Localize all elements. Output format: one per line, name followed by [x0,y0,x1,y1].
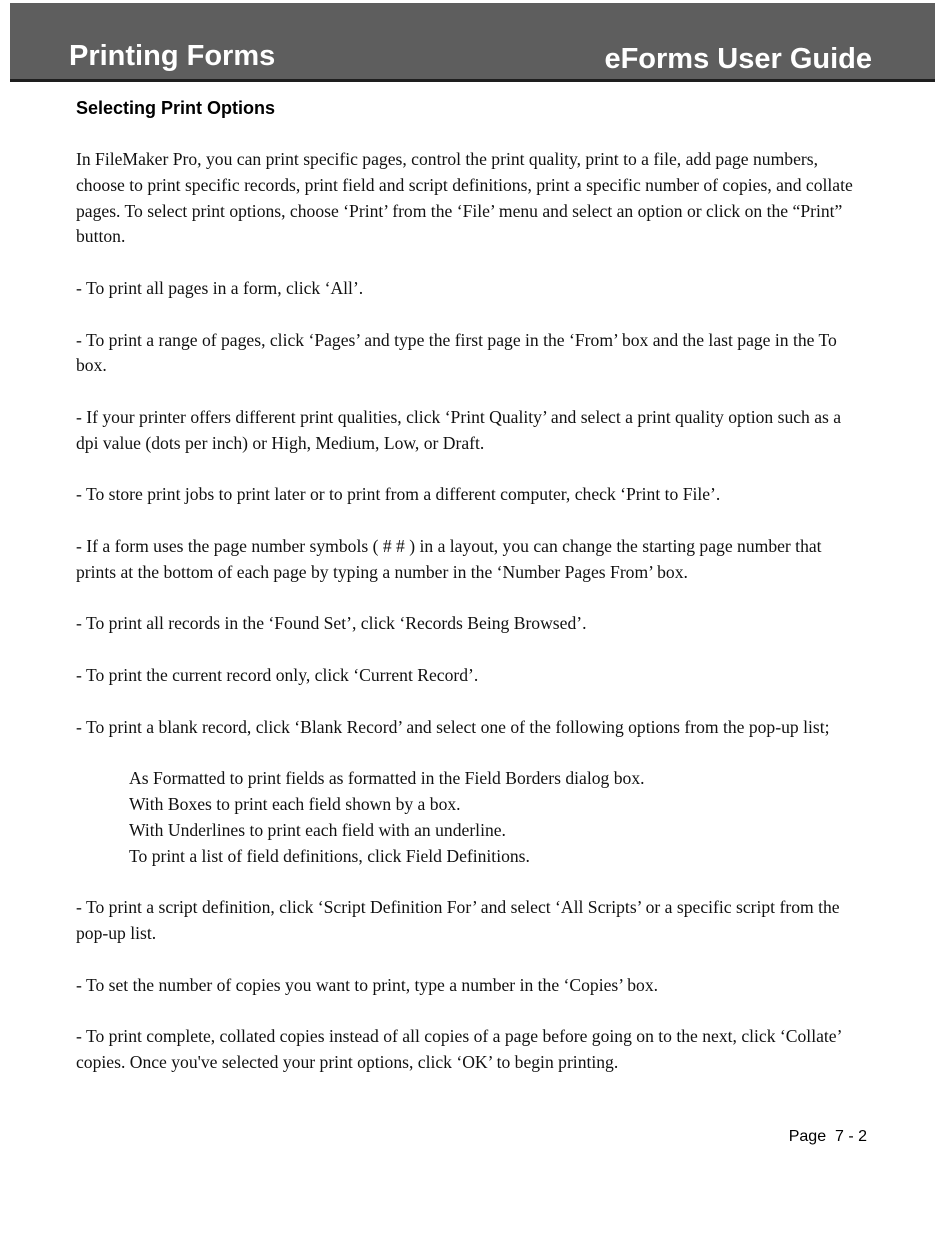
guide-title: eForms User Guide [604,43,872,75]
paragraph-print-to-file: - To store print jobs to print later or to print from a different computer, check ‘Print to File’. [76,484,721,505]
document-body [76,147,866,1101]
option-item: As Formatted to print fields as formatted in the Field Borders dialog box. [129,768,645,789]
header-rule [10,79,935,82]
option-item: With Boxes to print each field shown by a box. [129,793,461,814]
paragraph-copies: - To set the number of copies you want to print, type a number in the ‘Copies’ box. [76,974,659,995]
option-item: To print a list of field definitions, click Field Definitions. [129,845,530,866]
option-item: With Underlines to print each field with an underline. [129,819,506,840]
page-number: Page 7 - 2 [788,1128,867,1145]
intro-paragraph: In FileMaker Pro, you can print specific pages, control the print quality, print to a file, add page numbers, choose to print specific records, print field and script definitions, print a specific number of copies, and collate pages. To select print options, choose ‘Print’ from the ‘File’ menu and select an option or click on the “Print” button. [76,149,853,247]
paragraph-collate: - To print complete, collated copies instead of all copies of a page before going on to the next, click ‘Collate’ copies. Once you've selected your print options, click ‘OK’ to begin printing. [76,1026,842,1072]
paragraph-blank-record: - To print a blank record, click ‘Blank Record’ and select one of the following options from the pop-up list; [76,716,830,737]
paragraph-print-all: - To print all pages in a form, click ‘All’. [76,277,364,298]
section-heading: Selecting Print Options [76,98,276,118]
paragraph-script-definition: - To print a script definition, click ‘Script Definition For’ and select ‘All Scripts’ or a specific script from the pop-up list. [76,897,840,943]
blank-record-options [129,766,866,869]
paragraph-found-set: - To print all records in the ‘Found Set’, click ‘Records Being Browsed’. [76,613,587,634]
paragraph-current-record: - To print the current record only, click ‘Current Record’. [76,664,479,685]
paragraph-page-numbers: - If a form uses the page number symbols ( # # ) in a layout, you can change the starting page number that prints at the bottom of each page by typing a number in the ‘Number Pages From’ box. [76,535,822,582]
chapter-title: Printing Forms [69,40,276,72]
paragraph-print-quality: - If your printer offers different print qualities, click ‘Print Quality’ and select a print quality option such as a dpi value (dots per inch) or High, Medium, Low, or Draft. [76,406,842,453]
paragraph-page-range: - To print a range of pages, click ‘Pages’ and type the first page in the ‘From’ box and the last page in the To box. [76,329,837,376]
